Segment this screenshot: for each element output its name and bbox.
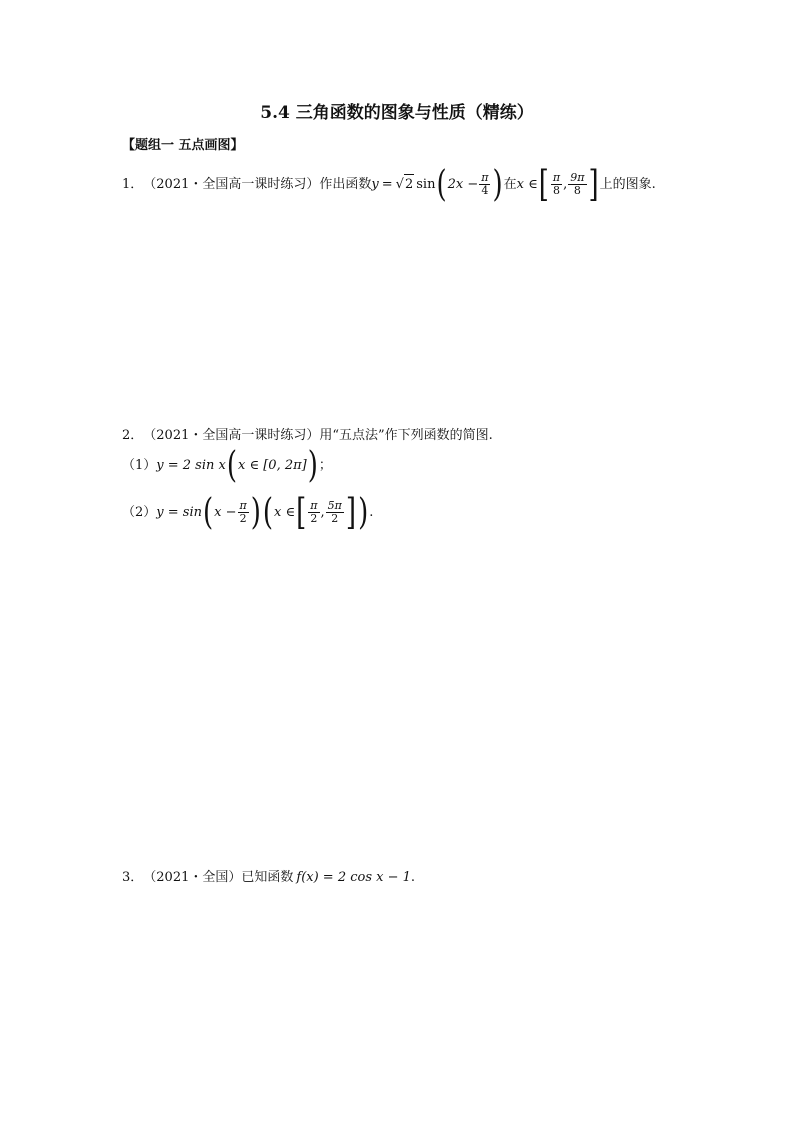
q1-frac-pi-8 <box>551 172 562 197</box>
q2-sub2-end: . <box>369 504 374 520</box>
q2-sub2-frac1-num: π <box>239 499 247 512</box>
q1-eq: = <box>381 176 393 192</box>
q2-sub2-paren2-close: ) <box>358 491 369 534</box>
q2-sub2-inner: x − <box>214 504 237 520</box>
q2-sub2-lhs: y = sin <box>156 504 202 520</box>
q2-sub2-bracket-open: [ <box>296 491 307 534</box>
q2-source: （2021・全国高一课时练习） <box>143 428 320 443</box>
q1-sin: sin <box>416 176 436 192</box>
q1-paren-close: ) <box>492 163 503 206</box>
q3-number: 3． <box>122 870 144 885</box>
q1-bracket-open: [ <box>538 163 549 206</box>
q3-text: 已知函数 <box>241 870 294 885</box>
q1-sqrt: √ 2 <box>396 174 415 195</box>
q1-number: 1． <box>122 176 144 192</box>
page-title: 5.4 三角函数的图象与性质（精练） <box>260 103 534 123</box>
q3-source: （2021・全国） <box>143 870 242 885</box>
q1-frac3-num: 9π <box>570 171 585 184</box>
q2-sub1-end: ； <box>318 458 332 473</box>
q1-paren-open: ( <box>436 163 447 206</box>
q1-text: 作出函数 <box>319 176 372 192</box>
q1-fn-lhs: y <box>371 176 379 192</box>
q1-text-after: 上的图象. <box>599 176 656 192</box>
q2-sub2-frac-5pi-2 <box>326 500 344 525</box>
q1-frac-9pi-8 <box>568 172 586 197</box>
q1-sqrt-rad: 2 <box>404 174 414 195</box>
q1-frac-pi-4 <box>479 172 490 197</box>
q2-sub2-frac2-den: 2 <box>310 512 318 525</box>
q2-sub2-bracket-close: ] <box>345 491 357 534</box>
q2-sub2-label: （2） <box>122 504 157 520</box>
q1-bracket-close: ] <box>588 163 599 206</box>
q3-end: . <box>410 870 416 885</box>
q2-sub2-frac2-num: π <box>310 499 318 512</box>
q1-mid-text: 在 <box>503 176 517 192</box>
q1-frac2-num: π <box>552 171 561 184</box>
q1-source: （2021・全国高一课时练习） <box>143 176 320 192</box>
q2-sub1-paren-open: ( <box>226 445 238 487</box>
q2-sub1-label: （1） <box>122 458 157 473</box>
q2-sub1-expr: y = 2 sin x <box>156 458 226 473</box>
q2-sub2-frac-pi-2 <box>238 500 249 525</box>
section-heading: 【题组一 五点画图】 <box>122 138 244 153</box>
q2-number: 2． <box>122 428 144 443</box>
q2-sub2-frac3-num: 5π <box>327 499 342 512</box>
q2-sub2-paren2-open: ( <box>262 491 274 534</box>
q2-sub1-paren-close: ) <box>307 445 318 487</box>
question-1: 1． （2021・全国高一课时练习） 作出函数 y = √ 2 sin ( 2x − $\frac{\pi}{4}$ ) 在 x ∈ [ $\frac{\pi}{8}$ , $\frac{9\pi}{8}$ ] 上的图象. <box>122 163 656 206</box>
question-2 <box>122 426 493 446</box>
q1-domain-var: x ∈ <box>516 176 538 192</box>
q2-sub2-paren1-open: ( <box>202 491 214 534</box>
q2-sub1-domain: x ∈ [0, 2π] <box>238 458 307 473</box>
q1-frac1-num: π <box>481 171 489 184</box>
q1-frac3-den: 8 <box>573 184 581 197</box>
q2-sub-1 <box>122 445 332 487</box>
q2-sub2-frac-pi-2b <box>308 500 319 525</box>
q1-frac1-den: 4 <box>481 184 489 197</box>
q2-sub2-domain-var: x ∈ <box>274 504 296 520</box>
q2-sub2-frac3-den: 2 <box>331 512 339 525</box>
q3-expr: f(x) = 2 cos x − 1 <box>296 870 411 885</box>
q2-text: 用“五点法”作下列函数的简图. <box>319 428 493 443</box>
q2-sub2-frac1-den: 2 <box>239 512 247 525</box>
q1-inner: 2x − <box>447 176 479 192</box>
question-3 <box>122 868 415 888</box>
q1-frac2-den: 8 <box>553 184 560 197</box>
q2-sub2-paren1-close: ) <box>250 491 261 534</box>
q2-sub-2: （2） y = sin ( x − $\frac{\pi}{2}$ ) ( x ∈ [ $\frac{\pi}{2}$ , $\frac{5\pi}{2}$ ] ) . <box>122 491 374 534</box>
